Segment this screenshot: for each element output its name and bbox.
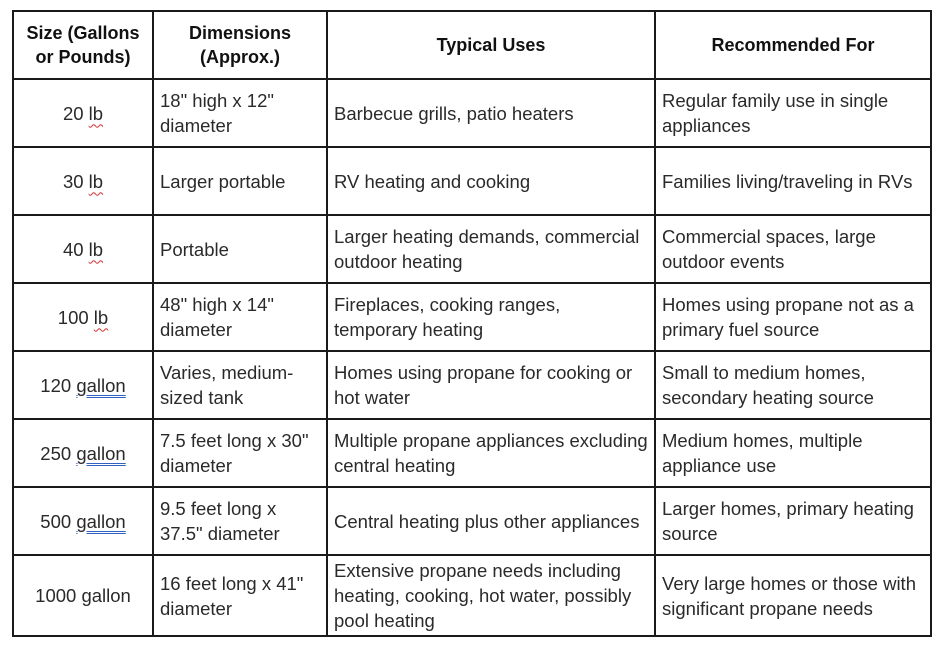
size-unit: gallon	[76, 510, 126, 532]
propane-tank-table-container	[12, 10, 930, 637]
uses-cell: Larger heating demands, commercial outdoor heating	[327, 215, 655, 283]
table-row	[13, 419, 931, 487]
size-number: 40	[62, 238, 84, 260]
size-number: 100	[57, 306, 89, 328]
size-number: 1000	[35, 585, 77, 606]
table-row	[13, 79, 931, 147]
size-cell	[13, 283, 153, 351]
recommended-cell: Very large homes or those with significant propane needs	[655, 555, 931, 636]
header-dimensions: Dimensions (Approx.)	[153, 11, 327, 79]
recommended-cell: Medium homes, multiple appliance use	[655, 419, 931, 487]
size-cell	[13, 487, 153, 555]
dimensions-cell: Varies, medium-sized tank	[153, 351, 327, 419]
size-unit: lb	[88, 170, 104, 192]
recommended-cell: Homes using propane not as a primary fuel source	[655, 283, 931, 351]
dimensions-cell: 9.5 feet long x 37.5" diameter	[153, 487, 327, 555]
size-unit: lb	[88, 102, 104, 124]
dimensions-cell: Portable	[153, 215, 327, 283]
uses-cell: Extensive propane needs including heating, cooking, hot water, possibly pool heating	[327, 555, 655, 636]
uses-cell: Barbecue grills, patio heaters	[327, 79, 655, 147]
size-number: 30	[62, 170, 84, 192]
size-number: 120	[40, 374, 72, 396]
recommended-cell: Families living/traveling in RVs	[655, 147, 931, 215]
size-cell	[13, 215, 153, 283]
dimensions-cell: 18" high x 12" diameter	[153, 79, 327, 147]
size-cell	[13, 147, 153, 215]
recommended-cell: Small to medium homes, secondary heating source	[655, 351, 931, 419]
uses-cell: Homes using propane for cooking or hot water	[327, 351, 655, 419]
uses-cell: RV heating and cooking	[327, 147, 655, 215]
uses-cell: Multiple propane appliances excluding central heating	[327, 419, 655, 487]
dimensions-cell: Larger portable	[153, 147, 327, 215]
size-number: 250	[40, 442, 72, 464]
uses-cell: Central heating plus other appliances	[327, 487, 655, 555]
size-unit: gallon	[76, 374, 126, 396]
table-row	[13, 215, 931, 283]
header-recommended-for: Recommended For	[655, 11, 931, 79]
uses-cell: Fireplaces, cooking ranges, temporary heating	[327, 283, 655, 351]
recommended-cell: Larger homes, primary heating source	[655, 487, 931, 555]
size-unit: lb	[88, 238, 104, 260]
size-cell	[13, 419, 153, 487]
table-row	[13, 283, 931, 351]
size-cell	[13, 555, 153, 636]
table-row	[13, 351, 931, 419]
propane-tank-size-table	[12, 10, 932, 637]
table-row	[13, 555, 931, 636]
size-cell	[13, 351, 153, 419]
size-unit: gallon	[81, 585, 131, 606]
dimensions-cell: 16 feet long x 41" diameter	[153, 555, 327, 636]
dimensions-cell: 48" high x 14" diameter	[153, 283, 327, 351]
size-unit: lb	[93, 306, 109, 328]
recommended-cell: Commercial spaces, large outdoor events	[655, 215, 931, 283]
header-typical-uses: Typical Uses	[327, 11, 655, 79]
table-row	[13, 487, 931, 555]
dimensions-cell: 7.5 feet long x 30" diameter	[153, 419, 327, 487]
header-size: Size (Gallons or Pounds)	[13, 11, 153, 79]
recommended-cell: Regular family use in single appliances	[655, 79, 931, 147]
size-number: 500	[40, 510, 72, 532]
size-unit: gallon	[76, 442, 126, 464]
table-row	[13, 147, 931, 215]
table-header-row	[13, 11, 931, 79]
size-cell	[13, 79, 153, 147]
size-number: 20	[62, 102, 84, 124]
